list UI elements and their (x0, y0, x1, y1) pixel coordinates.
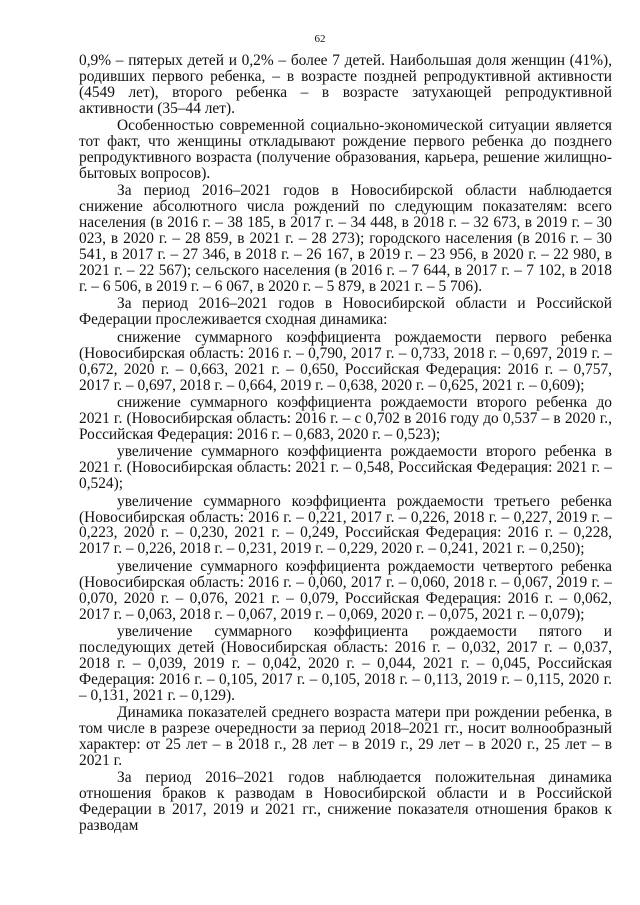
paragraph-marriage-divorce: За период 2016–2021 годов наблюдается положительная динамика отношения браков к разводам в Новосибирской области и в Российской Федерации в 2017, 2019 и 2021 гг., снижение показателя отношения браков к разводам (79, 769, 612, 835)
paragraph-second-child-increase: увеличение суммарного коэффициента рождаемости второго ребенка в 2021 г. (Новосибирская область: 2021 г. – 0,548, Российская Федерация: 2021 г. – 0,524); (79, 443, 612, 493)
paragraph-birth-counts: За период 2016–2021 годов в Новосибирской области наблюдается снижение абсолютного числа рождений по следующим показателям: всего населения (в 2016 г. – 38 185, в 2017 г. – 34 448, в 2018 г. – 32 673, в 2019 г. – 30 023, в 2020 г. – 28 859, в 2021 г. – 28 273); городского населения (в 2016 г. – 30 541, в 2017 г. – 27 346, в 2018 г. – 26 167, в 2019 г. – 23 956, в 2020 г. – 22 980, в 2021 г. – 22 567); сельского населения (в 2016 г. – 7 644, в 2017 г. – 7 102, в 2018 г. – 6 506, в 2019 г. – 6 067, в 2020 г. – 5 879, в 2021 г. – 5 706). (79, 182, 612, 295)
paragraph-first-child-decrease: снижение суммарного коэффициента рождаемости первого ребенка (Новосибирская область: 2016 г. – 0,790, 2017 г. – 0,733, 2018 г. – 0,697, 2019 г. – 0,672, 2020 г. – 0,663, 2021 г. – 0,650, Российская Федерация: 2016 г. – 0,757, 2017 г. – 0,697, 2018 г. – 0,664, 2019 г. – 0,638, 2020 г. – 0,625, 2021 г. – 0,609); (79, 328, 612, 394)
paragraph-second-child-decrease: снижение суммарного коэффициента рождаемости второго ребенка до 2021 г. (Новосибирская область: 2016 г. – с 0,702 в 2016 году до 0,537 – в 2020 г., Российская Федерация: 2016 г. – 0,683, 2020 г. – 0,523); (79, 394, 612, 443)
paragraph-children-share: 0,9% – пятерых детей и 0,2% – более 7 детей. Наибольшая доля женщин (41%), родивших первого ребенка, – в возрасте поздней репродуктивной активности (4549 лет), второго ребенка – в возрасте затухающей репродуктивной активности (35–44 лет). (79, 52, 612, 117)
document-body (79, 53, 612, 836)
paragraph-similar-dynamics: За период 2016–2021 годов в Новосибирской области и Российской Федерации прослеживается сходная динамика: (79, 295, 612, 329)
paragraph-fifth-child-increase: увеличение суммарного коэффициента рождаемости пятого и последующих детей (Новосибирская область: 2016 г. – 0,032, 2017 г. – 0,037, 2018 г. – 0,039, 2019 г. – 0,042, 2020 г. – 0,044, 2021 г. – 0,045, Российская Федерация: 2016 г. – 0,105, 2017 г. – 0,105, 2018 г. – 0,113, 2019 г. – 0,115, 2020 г. – 0,131, 2021 г. – 0,129). (79, 623, 612, 704)
paragraph-third-child-increase: увеличение суммарного коэффициента рождаемости третьего ребенка (Новосибирская область: 2016 г. – 0,221, 2017 г. – 0,226, 2018 г. – 0,227, 2019 г. – 0,223, 2020 г. – 0,230, 2021 г. – 0,249, Российская Федерация: 2016 г. – 0,228, 2017 г. – 0,226, 2018 г. – 0,231, 2019 г. – 0,229, 2020 г. – 0,241, 2021 г. – 0,250); (79, 492, 612, 558)
paragraph-fourth-child-increase: увеличение суммарного коэффициента рождаемости четвертого ребенка (Новосибирская область: 2016 г. – 0,060, 2017 г. – 0,060, 2018 г. – 0,067, 2019 г. – 0,070, 2020 г. – 0,076, 2021 г. – 0,079, Российская Федерация: 2016 г. – 0,062, 2017 г. – 0,063, 2018 г. – 0,067, 2019 г. – 0,069, 2020 г. – 0,075, 2021 г. – 0,079); (79, 557, 612, 623)
page-number: 62 (314, 33, 326, 45)
paragraph-delayed-birth: Особенностью современной социально-экономической ситуации является тот факт, что женщины откладывают рождение первого ребенка до позднего репродуктивного возраста (получение образования, карьера, решение жилищно-бытовых вопросов). (79, 117, 612, 182)
paragraph-mother-age: Динамика показателей среднего возраста матери при рождении ребенка, в том числе в разрезе очередности за период 2018–2021 гг., носит волнообразный характер: от 25 лет – в 2018 г., 28 лет – в 2019 г., 29 лет – в 2020 г., 25 лет – в 2021 г. (79, 704, 612, 769)
